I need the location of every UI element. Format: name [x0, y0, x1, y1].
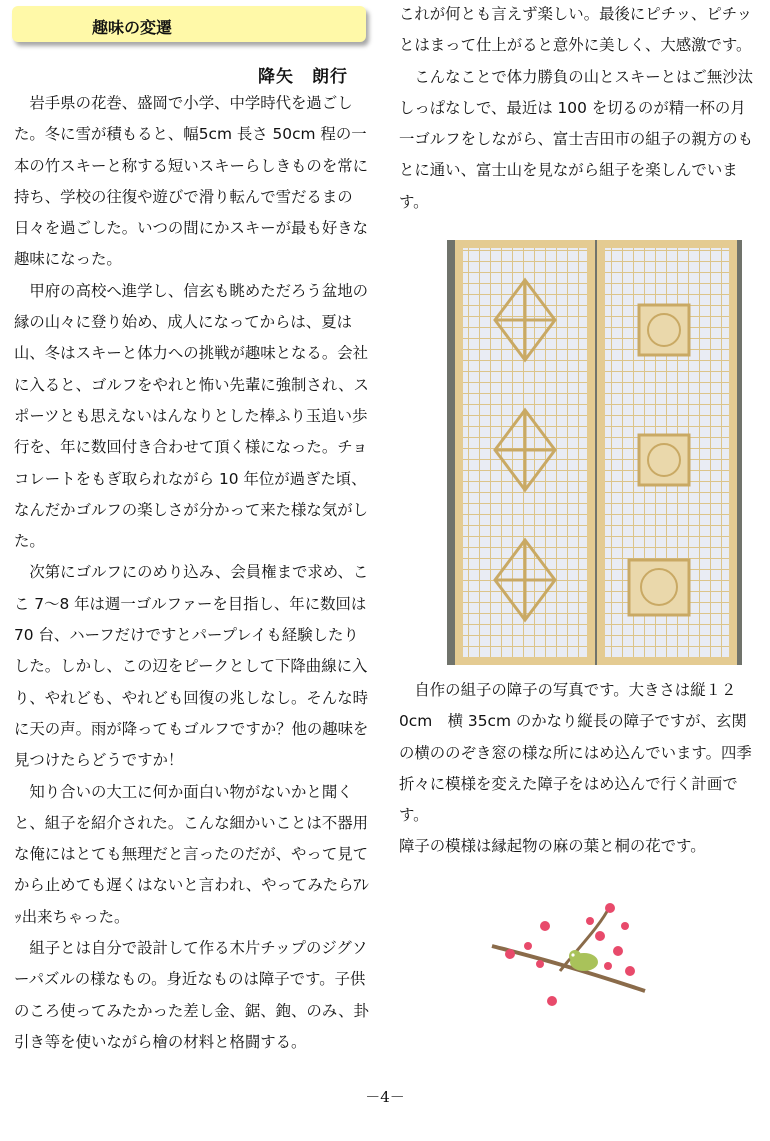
left-column: [14, 88, 370, 1058]
page-number: －4－: [365, 1088, 405, 1106]
plum-blossom-bird-illustration: [490, 896, 650, 1008]
section-title-box: [12, 6, 366, 42]
kumiko-shoji-photo: [447, 240, 742, 665]
photo-caption: 自作の組子の障子の写真です。大きさは縦１２0cm 横 35cm のかなり縦長の障子ですが、玄関の横ののぞき窓の様な所にはめ込んでいます。四季折々に模様を変えた障子をはめ込んで行く計画です。: [399, 681, 752, 825]
right-column-top: [399, 0, 755, 218]
plum-blossom-icon: [490, 896, 650, 1008]
right-column-bottom: [399, 675, 757, 863]
paragraph: これが何とも言えず楽しい。最後にピチッ、ピチッとはまって仕上がると意外に美しく、大感激です。: [399, 5, 753, 55]
section-title: 趣味の変遷: [92, 18, 173, 37]
shoji-illustration: [447, 240, 742, 665]
pattern-note: 障子の模様は縁起物の麻の葉と桐の花です。: [399, 837, 706, 856]
author-name: 降矢 朗行: [258, 67, 348, 87]
paragraph: 知り合いの大工に何か面白い物がないかと聞くと、組子を紹介された。こんな細かいことは不器用な俺にはとても無理だと言ったのだが、やって見てから止めても遅くはないと言われ、やってみたらｱﾚｯ出来ちゃった。: [14, 782, 369, 926]
paragraph: 組子とは自分で設計して作る木片チップのジグソーパズルの様なもの。身近なものは障子です。子供のころ使ってみたかった差し金、鋸、鉋、のみ、卦引き等を使いながら檜の材料と格闘する。: [14, 939, 369, 1051]
paragraph: 次第にゴルフにのめり込み、会員権まで求め、ここ 7～8 年は週一ゴルファーを目指し、年に数回は 70 台、ハーフだけですとパープレイも経験したりした。しかし、この辺をピークとして下降曲線に入り、やれども、やれども回復の兆しなし。そんな時に天の声。雨が降ってもゴルフですか？他の趣味を見つけたらどうですか！: [14, 563, 369, 770]
paragraph: 岩手県の花巻、盛岡で小学、中学時代を過ごした。冬に雪が積もると、幅5cm 長さ 50cm 程の一本の竹スキーと称する短いスキーらしきものを常に持ち、学校の往復や遊びで滑り転んで雪だるまの日々を過ごした。いつの間にかスキーが最も好きな趣味になった。: [14, 94, 368, 269]
paragraph: こんなことで体力勝負の山とスキーとはご無沙汰しっぱなしで、最近は 100 を切るのが精一杯の月一ゴルフをしながら、富士吉田市の組子の親方のもとに通い、富士山を見ながら組子を楽しんでいます。: [399, 67, 753, 211]
paragraph: 甲府の高校へ進学し、信玄も眺めただろう盆地の縁の山々に登り始め、成人になってからは、夏は山、冬はスキーと体力への挑戦が趣味となる。会社に入ると、ゴルフをやれと怖い先輩に強制され、スポーツとも思えないはんなりとした棒ふり玉追い歩行を、年に数回付き合わせて頂く様になった。チョコレートをもぎ取られながら 10 年位が過ぎた頃、なんだかゴルフの楽しさが分かって来た様な気がした。: [14, 281, 369, 551]
